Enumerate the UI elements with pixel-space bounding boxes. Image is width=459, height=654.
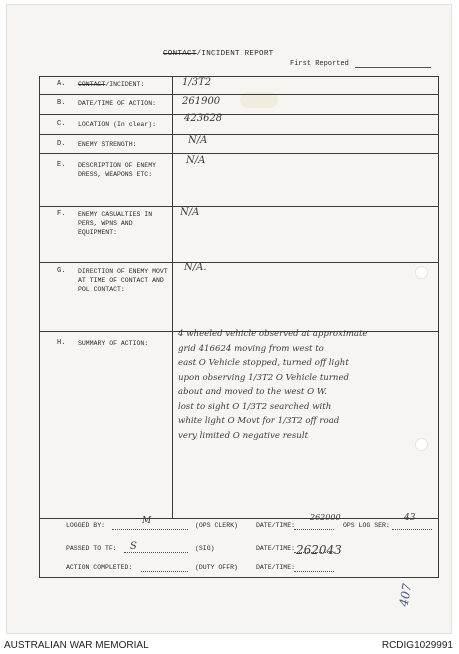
- punch-hole: [415, 438, 428, 451]
- logged-by-signature: M: [142, 516, 152, 526]
- row-label: DIRECTION OF ENEMY MOVT AT TIME OF CONTACT AND POL CONTACT:: [78, 268, 168, 293]
- ops-log-ser-value: 43: [404, 513, 416, 523]
- summary-line: lost to sight O 1/3T2 searched with: [178, 401, 332, 412]
- summary-line: very limited O negative result: [178, 430, 309, 441]
- passed-to-signature: S: [130, 541, 137, 552]
- row-label: DESCRIPTION OF ENEMY DRESS, WEAPONS ETC:: [78, 162, 157, 178]
- row-label: ENEMY STRENGTH:: [78, 141, 137, 148]
- first-reported-field: [355, 67, 431, 68]
- date-time-label-2: DATE/TIME:: [256, 545, 296, 552]
- row-label: [78, 80, 170, 89]
- summary-line: 4 wheeled vehicle observed at approximate: [178, 329, 368, 339]
- logged-by-line: [112, 529, 188, 530]
- row-letter: F.: [57, 210, 66, 218]
- action-completed-line: [141, 571, 188, 572]
- date-time-line-3: [294, 571, 334, 572]
- ops-log-ser-line: [392, 529, 432, 530]
- enemy-strength-value: N/A: [188, 135, 208, 146]
- location-value: 423628: [184, 113, 223, 124]
- footer-id: RCDIG1029991: [381, 640, 453, 651]
- footer-source: AUSTRALIAN WAR MEMORIAL: [4, 640, 149, 651]
- passed-to-label: PASSED TO TF:: [66, 545, 117, 552]
- date-time-label: DATE/TIME:: [256, 522, 296, 529]
- passed-to-line: [124, 552, 188, 553]
- duty-offr-label: (DUTY OFFR): [195, 564, 238, 571]
- summary-line: east O Vehicle stopped, turned off light: [178, 358, 349, 368]
- margin-page-number: 407: [396, 582, 415, 608]
- report-title: [163, 50, 273, 58]
- enemy-direction-value: N/A.: [184, 262, 207, 273]
- ops-log-ser-label: OPS LOG SER:: [343, 522, 390, 529]
- summary-of-action-text: [178, 327, 436, 443]
- row-letter: C.: [57, 120, 66, 128]
- date-time-value: 261900: [182, 96, 221, 107]
- ops-clerk-label: (OPS CLERK): [195, 522, 238, 529]
- passed-date-value: 262043: [296, 543, 342, 557]
- row-letter: H.: [57, 339, 66, 347]
- enemy-casualties-value: N/A: [180, 207, 200, 218]
- summary-line: about and moved to the west O W.: [178, 387, 327, 397]
- row-label: SUMMARY OF ACTION:: [78, 340, 149, 347]
- row-letter: D.: [57, 140, 66, 148]
- row-label: ENEMY CASUALTIES IN PERS, WPNS AND EQUIPMENT:: [78, 211, 153, 236]
- row-label: LOCATION (In clear):: [78, 121, 157, 128]
- title-struck-text: CONTACT: [163, 50, 197, 58]
- row-letter: E.: [57, 161, 66, 169]
- date-time-label-3: DATE/TIME:: [256, 564, 296, 571]
- label-text: /INCIDENT:: [105, 81, 145, 88]
- action-completed-label: ACTION COMPLETED:: [66, 564, 133, 571]
- title-text: /INCIDENT REPORT: [196, 50, 274, 58]
- label-struck-text: CONTACT: [78, 81, 106, 88]
- sig-label: (SIG): [195, 545, 215, 552]
- incident-value: 1/3T2: [182, 77, 212, 88]
- row-letter: B.: [57, 99, 66, 107]
- logged-by-label: LOGGED BY:: [66, 522, 106, 529]
- summary-line: grid 416624 moving from west to: [178, 343, 324, 354]
- punch-hole: [415, 266, 428, 279]
- row-label: DATE/TIME OF ACTION:: [78, 100, 157, 107]
- summary-line: white light O Movt for 1/3T2 off road: [178, 416, 340, 426]
- row-letter: G.: [57, 267, 66, 275]
- first-reported-label: First Reported: [290, 60, 349, 68]
- summary-line: upon observing 1/3T2 O Vehicle turned: [178, 372, 350, 383]
- enemy-description-value: N/A: [186, 155, 206, 166]
- logged-date-value: 262000: [310, 513, 341, 522]
- row-letter: A.: [57, 80, 66, 88]
- date-time-line: [294, 529, 334, 530]
